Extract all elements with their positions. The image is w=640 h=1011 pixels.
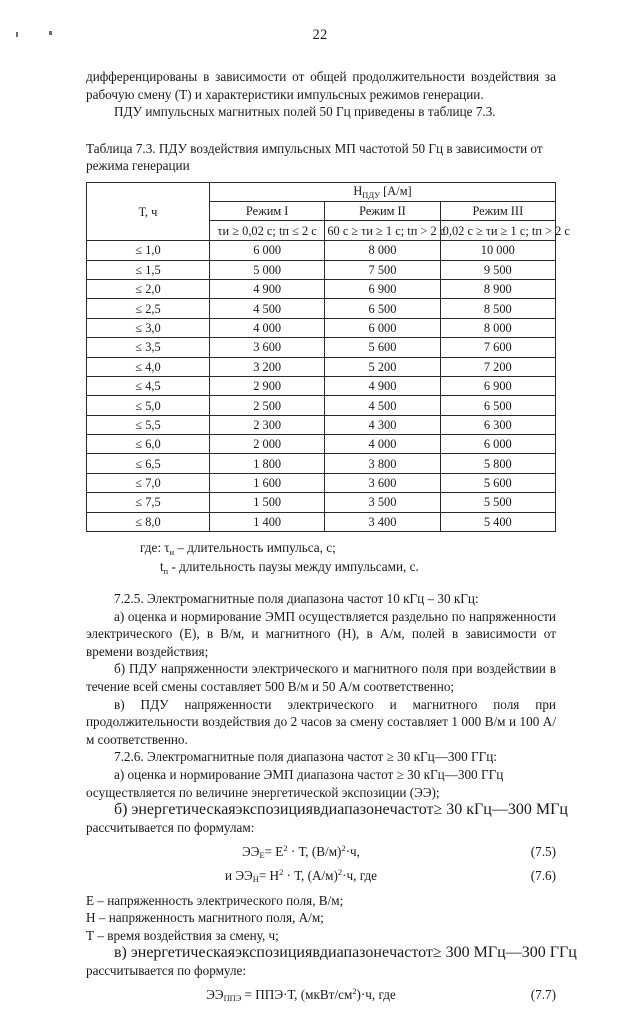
formula-7-7-sub: ППЭ xyxy=(223,994,242,1004)
formula-7-6-sup: 2 xyxy=(279,867,284,877)
cell-mode3: 5 600 xyxy=(440,473,555,492)
note-line-1 xyxy=(86,539,556,558)
table-header-hpdu-sub: ПДУ xyxy=(362,190,381,200)
table-header-condition-2: 60 с ≥ τи ≥ 1 с; tп > 2 с xyxy=(325,221,440,241)
definition-symbol: Е xyxy=(86,892,95,908)
table-header-t-label: Т, ч xyxy=(138,204,158,219)
note-line-2 xyxy=(86,558,556,577)
cell-mode1: 6 000 xyxy=(210,241,325,260)
item-b-word: б) энергетическая xyxy=(114,801,236,819)
section-726-item-b-line2: рассчитывается по формулам: xyxy=(86,820,255,836)
definition-text: – напряженность магнитного поля, А/м; xyxy=(95,910,324,926)
section-726-item-v-line2: рассчитывается по формуле: xyxy=(86,962,247,978)
cell-mode3: 10 000 xyxy=(440,241,555,260)
cell-mode1: 4 900 xyxy=(210,279,325,298)
table-row xyxy=(87,241,556,260)
cell-mode2: 3 600 xyxy=(325,473,440,492)
formula-7-5-body-post: ·ч, xyxy=(345,843,360,859)
cell-mode1: 4 500 xyxy=(210,299,325,318)
cell-t: ≤ 7,0 xyxy=(87,473,210,492)
note-line-1-rest: – длительность импульса, с; xyxy=(174,540,336,556)
table-row xyxy=(87,260,556,279)
table-header-hpdu-h: H xyxy=(353,184,363,199)
cell-mode1: 3 600 xyxy=(210,338,325,357)
formula-7-7-sup: 2 xyxy=(352,986,357,996)
item-v-word: частот xyxy=(389,943,433,961)
table-row xyxy=(87,473,556,492)
section-726-item-v-line1 xyxy=(86,943,577,962)
item-v-word: диапазоне xyxy=(319,943,390,961)
table-row xyxy=(87,454,556,473)
formula-7-5-number: (7.5) xyxy=(530,843,556,859)
cell-mode1: 3 200 xyxy=(210,357,325,376)
formula-7-5-sup2: 2 xyxy=(341,843,346,853)
definition-item xyxy=(86,909,556,926)
note-line-2-prefix: t xyxy=(160,559,164,575)
cell-mode3: 6 300 xyxy=(440,415,555,434)
item-b-word: в xyxy=(312,801,321,819)
formula-7-5-body-mid: · Т, (В/м) xyxy=(287,843,342,859)
table-row xyxy=(87,512,556,531)
cell-mode2: 4 300 xyxy=(325,415,440,434)
cell-t: ≤ 8,0 xyxy=(87,512,210,531)
cell-mode1: 5 000 xyxy=(210,260,325,279)
note-line-2-sub: п xyxy=(163,566,169,576)
formula-7-5-sup: 2 xyxy=(283,843,288,853)
definition-text: – напряженность электрического поля, В/м; xyxy=(94,892,344,908)
formula-7-7 xyxy=(86,987,516,1003)
intro-paragraph-2: ПДУ импульсных магнитных полей 50 Гц приведены в таблице 7.3. xyxy=(114,104,496,120)
cell-t: ≤ 5,5 xyxy=(87,415,210,434)
table-header-t xyxy=(87,183,210,241)
cell-mode3: 6 500 xyxy=(440,396,555,415)
cell-mode2: 6 900 xyxy=(325,279,440,298)
cell-mode2: 5 600 xyxy=(325,338,440,357)
cell-mode3: 9 500 xyxy=(440,260,555,279)
section-726-item-a-line2: осуществляется по величине энергетической экспозиции (ЭЭ); xyxy=(86,784,440,800)
cell-mode1: 2 900 xyxy=(210,376,325,395)
cell-mode2: 3 800 xyxy=(325,454,440,473)
formula-7-6-body-post: ·ч, где xyxy=(342,867,378,883)
cell-mode2: 3 400 xyxy=(325,512,440,531)
definition-text: – время воздействия за смену, ч; xyxy=(94,927,279,943)
cell-mode2: 4 900 xyxy=(325,376,440,395)
section-726-item-b-line1 xyxy=(86,801,568,819)
formula-7-6-row xyxy=(86,868,556,892)
table-row xyxy=(87,279,556,298)
cell-mode3: 6 900 xyxy=(440,376,555,395)
cell-mode3: 8 000 xyxy=(440,318,555,337)
formula-7-5 xyxy=(86,844,516,860)
item-v-word: в) энергетическая xyxy=(114,943,236,961)
cell-mode1: 4 000 xyxy=(210,318,325,337)
table-header-condition-1: τи ≥ 0,02 с; tп ≤ 2 с xyxy=(210,221,325,241)
formula-7-7-number: (7.7) xyxy=(530,986,556,1002)
cell-mode3: 5 800 xyxy=(440,454,555,473)
cell-mode3: 5 500 xyxy=(440,493,555,512)
page-number: 22 xyxy=(312,27,328,43)
symbol-definitions xyxy=(86,892,556,944)
item-v-word: ≥ 300 МГц—300 ГГц xyxy=(432,943,577,961)
cell-mode2: 3 500 xyxy=(325,493,440,512)
table-notes xyxy=(86,539,556,577)
formula-7-5-body-pre: = E xyxy=(264,843,284,859)
table-row xyxy=(87,493,556,512)
cell-mode3: 8 500 xyxy=(440,299,555,318)
cell-t: ≤ 6,5 xyxy=(87,454,210,473)
section-726-heading: 7.2.6. Электромагнитные поля диапазона частот ≥ 30 кГц—300 ГГц: xyxy=(114,749,497,765)
note-line-1-sub: и xyxy=(169,547,175,557)
section-725-item-a: а) оценка и нормирование ЭМП осуществляется раздельно по напряженности электрического (Е), в В/м, и магнитного (Н), в А/м, полей в зависимости от времени воздействия; xyxy=(86,608,556,659)
formula-7-7-body-pre: = ППЭ·Т, (мкВт/см xyxy=(241,986,353,1002)
section-725-item-v: в) ПДУ напряженности электрического и магнитного поля при продолжительности воздействия до 2 часов за смену составляет 1 000 В/м и 100 А/м соответственно. xyxy=(86,696,556,747)
cell-mode2: 6 500 xyxy=(325,299,440,318)
cell-mode2: 4 000 xyxy=(325,435,440,454)
table-row xyxy=(87,357,556,376)
pdu-table xyxy=(86,182,570,532)
table-header-condition-3: 0,02 с ≥ τи ≥ 1 с; tп > 2 с xyxy=(440,221,555,241)
cell-t: ≤ 3,5 xyxy=(87,338,210,357)
formula-7-6-prefix: и ЭЭ xyxy=(224,867,253,883)
item-b-word: экспозиция xyxy=(235,801,313,819)
table-header-hpdu-unit: [А/м] xyxy=(380,184,412,199)
cell-mode1: 1 800 xyxy=(210,454,325,473)
table-row xyxy=(87,396,556,415)
cell-t: ≤ 3,0 xyxy=(87,318,210,337)
formula-7-6-body-pre: = H xyxy=(258,867,280,883)
table-row xyxy=(87,415,556,434)
section-725-heading: 7.2.5. Электромагнитные поля диапазона частот 10 кГц – 30 кГц: xyxy=(114,591,479,607)
formula-7-6-sup2: 2 xyxy=(337,867,343,877)
cell-mode1: 1 600 xyxy=(210,473,325,492)
cell-mode3: 7 200 xyxy=(440,357,555,376)
formula-7-5-lead: ЭЭ xyxy=(242,843,260,859)
table-header-hpdu xyxy=(210,183,556,202)
item-b-word: ≥ 30 кГц—300 МГц xyxy=(433,801,568,819)
cell-mode2: 5 200 xyxy=(325,357,440,376)
cell-t: ≤ 2,0 xyxy=(87,279,210,298)
cell-t: ≤ 4,5 xyxy=(87,376,210,395)
cell-mode1: 2 000 xyxy=(210,435,325,454)
item-b-word: диапазоне xyxy=(320,801,390,819)
table-row xyxy=(87,299,556,318)
section-725-item-b: б) ПДУ напряженности электрического и магнитного поля при воздействии в течение всей смены составляет 500 В/м и 50 А/м соответственно; xyxy=(86,661,556,695)
cell-mode1: 2 300 xyxy=(210,415,325,434)
note-line-2-rest: - длительность паузы между импульсами, с. xyxy=(168,559,419,575)
table-header-row-top xyxy=(87,183,556,202)
cell-mode3: 7 600 xyxy=(440,338,555,357)
note-line-1-prefix: где: τ xyxy=(140,540,170,556)
table-row xyxy=(87,376,556,395)
cell-mode2: 7 500 xyxy=(325,260,440,279)
definition-item xyxy=(86,927,556,944)
intro-paragraph-1: дифференцированы в зависимости от общей продолжительности воздействия за рабочую смену (Т) и характеристики импульсных режимов генерации. xyxy=(86,69,556,102)
cell-mode1: 2 500 xyxy=(210,396,325,415)
cell-t: ≤ 7,5 xyxy=(87,493,210,512)
item-v-word: экспозиция xyxy=(235,943,313,961)
formula-7-6-body-mid: · Т, (А/м) xyxy=(283,867,338,883)
table-header-mode-2: Режим II xyxy=(325,202,440,221)
cell-mode2: 6 000 xyxy=(325,318,440,337)
definition-symbol: Н xyxy=(86,910,96,926)
formula-7-7-body-post: )·ч, где xyxy=(356,986,396,1002)
formula-7-5-row xyxy=(86,844,556,868)
page-body xyxy=(86,68,577,1011)
section-726-item-a-line1: а) оценка и нормирование ЭМП диапазона частот ≥ 30 кГц—300 ГГц xyxy=(114,766,504,782)
cell-t: ≤ 2,5 xyxy=(87,299,210,318)
table-row xyxy=(87,338,556,357)
cell-t: ≤ 1,5 xyxy=(87,260,210,279)
definition-symbol: Т xyxy=(86,927,95,943)
cell-mode1: 1 500 xyxy=(210,493,325,512)
cell-t: ≤ 4,0 xyxy=(87,357,210,376)
cell-mode3: 8 900 xyxy=(440,279,555,298)
item-b-word: частот xyxy=(389,801,434,819)
cell-mode2: 4 500 xyxy=(325,396,440,415)
table-header-mode-1: Режим I xyxy=(210,202,325,221)
formula-7-6-number: (7.6) xyxy=(530,867,556,883)
table-row xyxy=(87,435,556,454)
cell-mode3: 6 000 xyxy=(440,435,555,454)
table-caption: Таблица 7.3. ПДУ воздействия импульсных МП частотой 50 Гц в зависимости от режима генерации xyxy=(86,140,543,173)
formula-7-7-lead: ЭЭ xyxy=(206,986,224,1002)
table-header-mode-3: Режим III xyxy=(440,202,555,221)
table-row xyxy=(87,318,556,337)
formula-7-7-row xyxy=(86,987,556,1011)
cell-mode2: 8 000 xyxy=(325,241,440,260)
cell-t: ≤ 5,0 xyxy=(87,396,210,415)
definition-item xyxy=(86,892,556,909)
formula-7-6-sub: Н xyxy=(252,875,259,885)
cell-t: ≤ 6,0 xyxy=(87,435,210,454)
formula-7-5-sub: Е xyxy=(259,851,265,861)
item-v-word: в xyxy=(312,943,320,961)
cell-mode1: 1 400 xyxy=(210,512,325,531)
cell-mode3: 5 400 xyxy=(440,512,555,531)
formula-7-6 xyxy=(86,868,516,884)
cell-t: ≤ 1,0 xyxy=(87,241,210,260)
